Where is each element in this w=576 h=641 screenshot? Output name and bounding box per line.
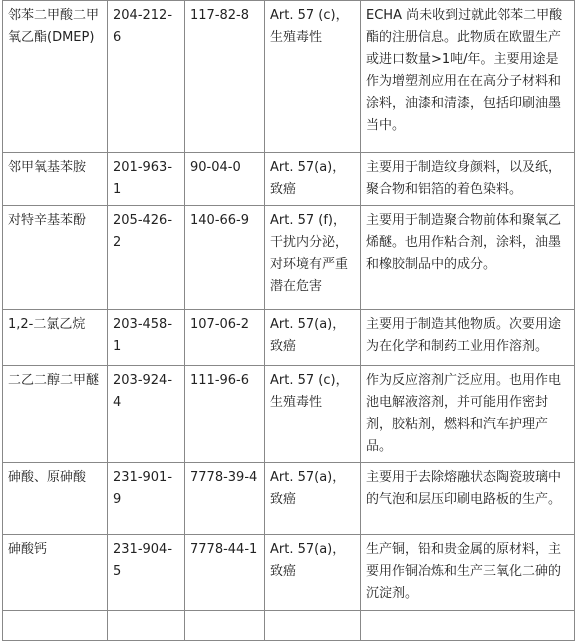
main-use: ECHA 尚未收到过就此邻苯二甲酸酯的注册信息。此物质在欧盟生产或进口数量>1吨/年。主要用途是作为增塑剂应用在在高分子材料和涂料，油漆和清漆，包括印刷油墨当中。	[361, 1, 575, 153]
inclusion-reason: Art. 57 (c)，生殖毒性	[265, 366, 361, 463]
ec-number: 205-426-2	[108, 206, 185, 310]
inclusion-reason: Art. 57(a)，致癌	[265, 535, 361, 611]
substance-name	[3, 611, 108, 641]
ec-number: 203-924-4	[108, 366, 185, 463]
main-use: 主要用于去除熔融状态陶瓷玻璃中的气泡和层压印刷电路板的生产。	[361, 463, 575, 535]
main-use: 主要用于制造其他物质。次要用途为在化学和制药工业用作溶剂。	[361, 310, 575, 366]
table-row	[3, 366, 575, 463]
inclusion-reason: Art. 57(a)，致癌	[265, 153, 361, 206]
substance-name: 对特辛基苯酚	[3, 206, 108, 310]
inclusion-reason: Art. 57(a)，致癌	[265, 463, 361, 535]
substance-name: 邻苯二甲酸二甲氧乙酯(DMEP)	[3, 1, 108, 153]
inclusion-reason	[265, 611, 361, 641]
main-use	[361, 611, 575, 641]
substance-name: 邻甲氧基苯胺	[3, 153, 108, 206]
substance-name: 砷酸钙	[3, 535, 108, 611]
substance-name: 1,2-二氯乙烷	[3, 310, 108, 366]
cas-number: 7778-44-1	[185, 535, 265, 611]
inclusion-reason: Art. 57(a)，致癌	[265, 310, 361, 366]
inclusion-reason: Art. 57 (c)，生殖毒性	[265, 1, 361, 153]
cas-number: 90-04-0	[185, 153, 265, 206]
cas-number: 140-66-9	[185, 206, 265, 310]
cas-number: 107-06-2	[185, 310, 265, 366]
ec-number: 204-212-6	[108, 1, 185, 153]
cas-number: 117-82-8	[185, 1, 265, 153]
ec-number	[108, 611, 185, 641]
cas-number: 111-96-6	[185, 366, 265, 463]
table-row	[3, 463, 575, 535]
substance-name: 砷酸、原砷酸	[3, 463, 108, 535]
main-use: 生产铜，铅和贵金属的原材料，主要用作铜冶炼和生产三氧化二砷的沉淀剂。	[361, 535, 575, 611]
ec-number: 231-904-5	[108, 535, 185, 611]
inclusion-reason: Art. 57 (f)，干扰内分泌，对环境有严重潜在危害	[265, 206, 361, 310]
table-row	[3, 206, 575, 310]
ec-number: 203-458-1	[108, 310, 185, 366]
substance-table	[2, 0, 575, 641]
main-use: 主要用于制造聚合物前体和聚氧乙烯醚。也用作粘合剂，涂料，油墨和橡胶制品中的成分。	[361, 206, 575, 310]
substance-name: 二乙二醇二甲醚	[3, 366, 108, 463]
main-use: 作为反应溶剂广泛应用。也用作电池电解液溶剂，并可能用作密封剂，胶粘剂，燃料和汽车护理产品。	[361, 366, 575, 463]
table-row	[3, 1, 575, 153]
cas-number	[185, 611, 265, 641]
table-row	[3, 535, 575, 611]
table-row	[3, 153, 575, 206]
cas-number: 7778-39-4	[185, 463, 265, 535]
table-row	[3, 611, 575, 641]
table-row	[3, 310, 575, 366]
ec-number: 201-963-1	[108, 153, 185, 206]
ec-number: 231-901-9	[108, 463, 185, 535]
main-use: 主要用于制造纹身颜料，以及纸，聚合物和铝箔的着色染料。	[361, 153, 575, 206]
